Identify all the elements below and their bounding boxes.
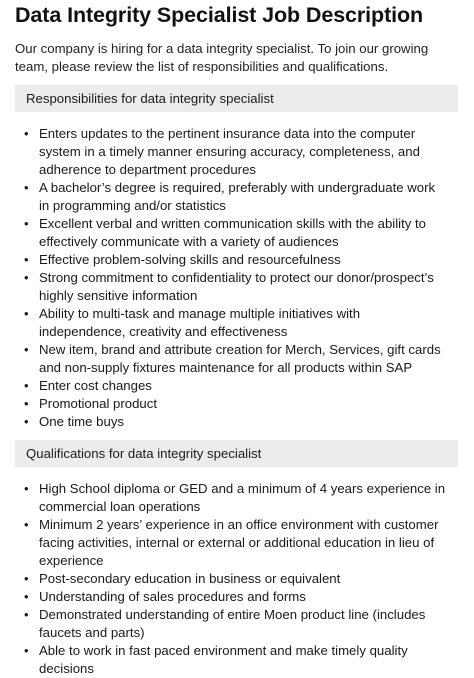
list-item: • Strong commitment to confidentiality to protect our donor/prospect’s highly sensitive information <box>0 269 449 305</box>
list-item: • Demonstrated understanding of entire Moen product line (includes faucets and parts) <box>0 606 449 642</box>
qualifications-list <box>0 480 449 678</box>
list-item: • Enter cost changes <box>0 377 449 395</box>
list-item: • Ability to multi-task and manage multiple initiatives with independence, creativity and effectiveness <box>0 305 449 341</box>
responsibilities-list <box>0 125 449 431</box>
list-item: • Minimum 2 years’ experience in an office environment with customer facing activities, internal or external or additional education in lieu of experience <box>0 516 449 570</box>
list-item: • Understanding of sales procedures and forms <box>0 588 449 606</box>
list-item: • Enters updates to the pertinent insurance data into the computer system in a timely manner ensuring accuracy, completeness, and adherence to department procedures <box>0 125 449 179</box>
list-item: • One time buys <box>0 413 449 431</box>
list-item: • Post-secondary education in business or equivalent <box>0 570 449 588</box>
qualifications-heading: Qualifications for data integrity specialist <box>15 440 458 467</box>
list-item: • A bachelor’s degree is required, preferably with undergraduate work in programming and/or statistics <box>0 179 449 215</box>
list-item: • Excellent verbal and written communication skills with the ability to effectively communicate with a variety of audiences <box>0 215 449 251</box>
list-item: • High School diploma or GED and a minimum of 4 years experience in commercial loan operations <box>0 480 449 516</box>
list-item: • New item, brand and attribute creation for Merch, Services, gift cards and non-supply fixtures maintenance for all products within SAP <box>0 341 449 377</box>
list-item: • Effective problem-solving skills and resourcefulness <box>0 251 449 269</box>
responsibilities-heading: Responsibilities for data integrity specialist <box>15 85 458 112</box>
list-item: • Able to work in fast paced environment and make timely quality decisions <box>0 642 449 678</box>
intro-paragraph: Our company is hiring for a data integrity specialist. To join our growing team, please review the list of responsibilities and qualifications. <box>15 41 429 74</box>
list-item: • Promotional product <box>0 395 449 413</box>
page-title: Data Integrity Specialist Job Description <box>15 3 424 27</box>
